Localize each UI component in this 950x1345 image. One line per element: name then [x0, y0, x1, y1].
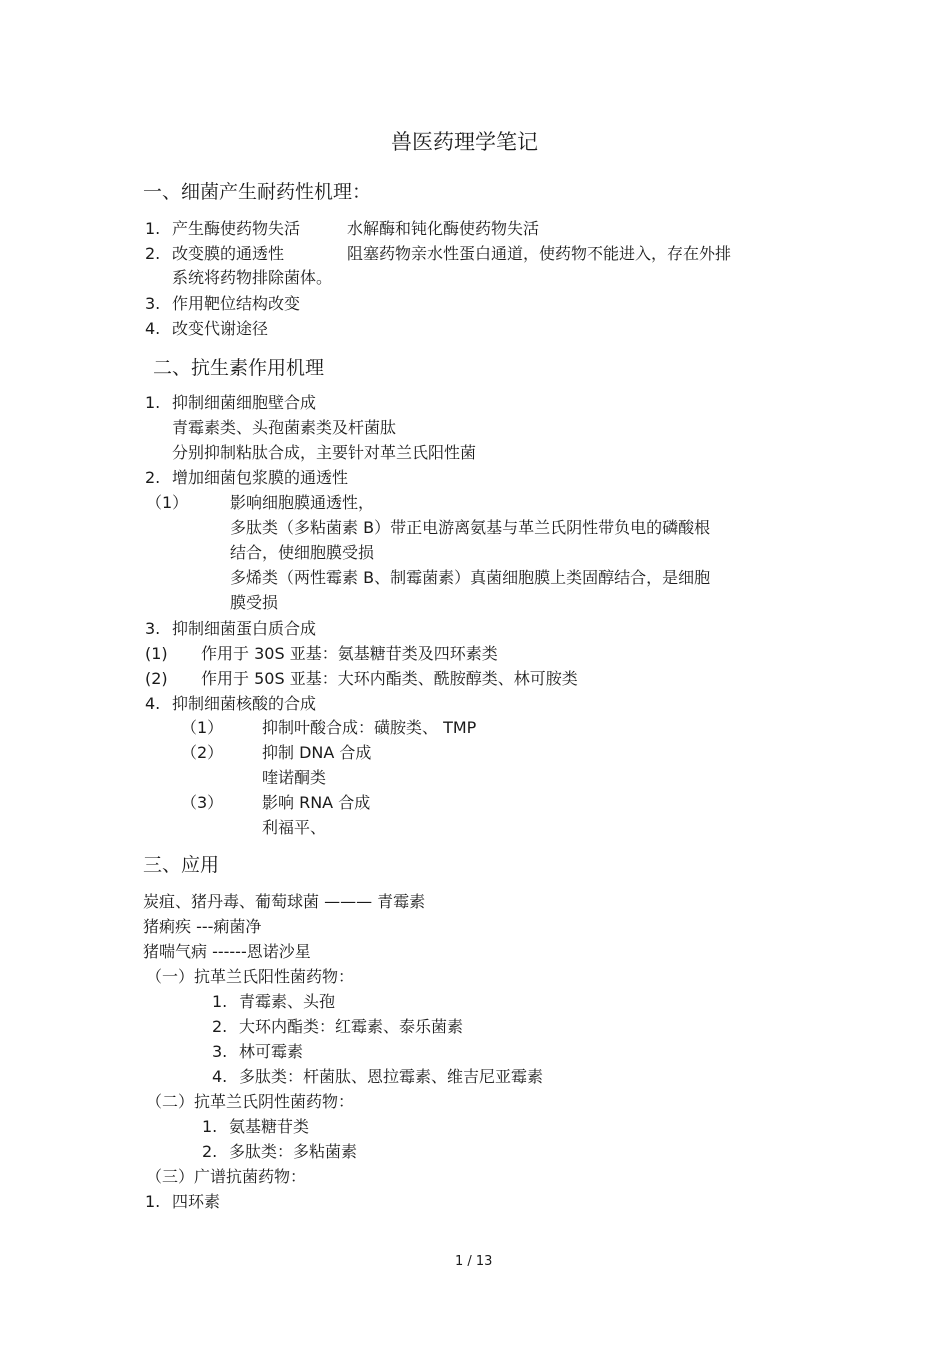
list-number: 3.: [145, 619, 161, 638]
list-number: 1.: [202, 1117, 218, 1136]
text-line: 膜受损: [230, 593, 279, 612]
list-item-continuation: 系统将药物排除菌体。: [172, 268, 333, 287]
list-number: 2.: [145, 468, 161, 487]
text-line: 猪喘气病 ------恩诺沙星: [143, 942, 311, 961]
text-line: 结合，使细胞膜受损: [230, 543, 375, 562]
sub-item: 抑制 DNA 合成: [262, 743, 372, 762]
group-heading: （二）抗革兰氏阴性菌药物：: [146, 1092, 355, 1111]
text-line: 猪痢疾 ---痢菌净: [143, 917, 262, 936]
list-item-label: 抑制细菌蛋白质合成: [172, 619, 317, 638]
list-number: 3.: [212, 1042, 228, 1061]
text-line: 多肽类（多粘菌素 B）带正电游离氨基与革兰氏阴性带负电的磷酸根: [230, 518, 711, 537]
list-number: 1.: [145, 1192, 161, 1211]
list-item-label: 多肽类：多粘菌素: [229, 1142, 358, 1161]
list-item-label: 抑制细菌核酸的合成: [172, 694, 317, 713]
text-line: 青霉素类、头孢菌素类及杆菌肽: [172, 418, 397, 437]
list-item-label: 四环素: [172, 1192, 221, 1211]
list-item-label: 抑制细菌细胞壁合成: [172, 393, 317, 412]
page-number: 1 / 13: [455, 1254, 493, 1269]
list-number: 2.: [145, 244, 161, 263]
list-item-label: 作用靶位结构改变: [172, 294, 301, 313]
sub-number: （1）: [181, 718, 224, 737]
sub-label: 影响细胞膜通透性，: [230, 493, 375, 512]
section-heading: 二、抗生素作用机理: [153, 357, 325, 379]
section-heading: 三、应用: [143, 854, 220, 876]
list-number: 1.: [145, 219, 161, 238]
list-number: 4.: [212, 1067, 228, 1086]
list-number: 4.: [145, 694, 161, 713]
sub-item: 作用于 30S 亚基：氨基糖苷类及四环素类: [201, 644, 498, 663]
list-item-label: 青霉素、头孢: [239, 992, 336, 1011]
list-item-desc: 阻塞药物亲水性蛋白通道，使药物不能进入，存在外排: [347, 244, 732, 263]
list-item-label: 多肽类：杆菌肽、恩拉霉素、维吉尼亚霉素: [239, 1067, 544, 1086]
group-heading: （一）抗革兰氏阳性菌药物：: [146, 967, 355, 986]
list-number: 2.: [202, 1142, 218, 1161]
list-item-desc: 水解酶和钝化酶使药物失活: [347, 219, 540, 238]
list-number: 3.: [145, 294, 161, 313]
page-title: 兽医药理学笔记: [391, 130, 538, 154]
sub-number: (1): [145, 644, 168, 663]
group-heading: （三）广谱抗菌药物：: [146, 1167, 307, 1186]
sub-item: 影响 RNA 合成: [262, 793, 371, 812]
text-line: 炭疽、猪丹毒、葡萄球菌 ——— 青霉素: [143, 892, 426, 911]
list-number: 1.: [212, 992, 228, 1011]
text-line: 分别抑制粘肽合成，主要针对革兰氏阳性菌: [172, 443, 477, 462]
list-item-label: 改变代谢途径: [172, 319, 269, 338]
sub-item: 作用于 50S 亚基：大环内酯类、酰胺醇类、林可胺类: [201, 669, 578, 688]
list-number: 1.: [145, 393, 161, 412]
section-heading: 一、细菌产生耐药性机理：: [143, 181, 372, 203]
list-number: 2.: [212, 1017, 228, 1036]
list-number: 4.: [145, 319, 161, 338]
list-item-label: 大环内酯类：红霉素、泰乐菌素: [239, 1017, 464, 1036]
sub-number: (2): [145, 669, 168, 688]
sub-item: 抑制叶酸合成：磺胺类、 TMP: [262, 718, 477, 737]
list-item-label: 林可霉素: [239, 1042, 304, 1061]
sub-number: （3）: [181, 793, 224, 812]
text-line: 喹诺酮类: [262, 768, 327, 787]
text-line: 多烯类（两性霉素 B、制霉菌素）真菌细胞膜上类固醇结合，是细胞: [230, 568, 711, 587]
text-line: 利福平、: [262, 818, 327, 837]
sub-number: （1）: [146, 493, 189, 512]
list-item-label: 改变膜的通透性: [172, 244, 285, 263]
list-item-label: 增加细菌包浆膜的通透性: [172, 468, 349, 487]
sub-number: （2）: [181, 743, 224, 762]
list-item-label: 氨基糖苷类: [229, 1117, 310, 1136]
list-item-label: 产生酶使药物失活: [172, 219, 301, 238]
